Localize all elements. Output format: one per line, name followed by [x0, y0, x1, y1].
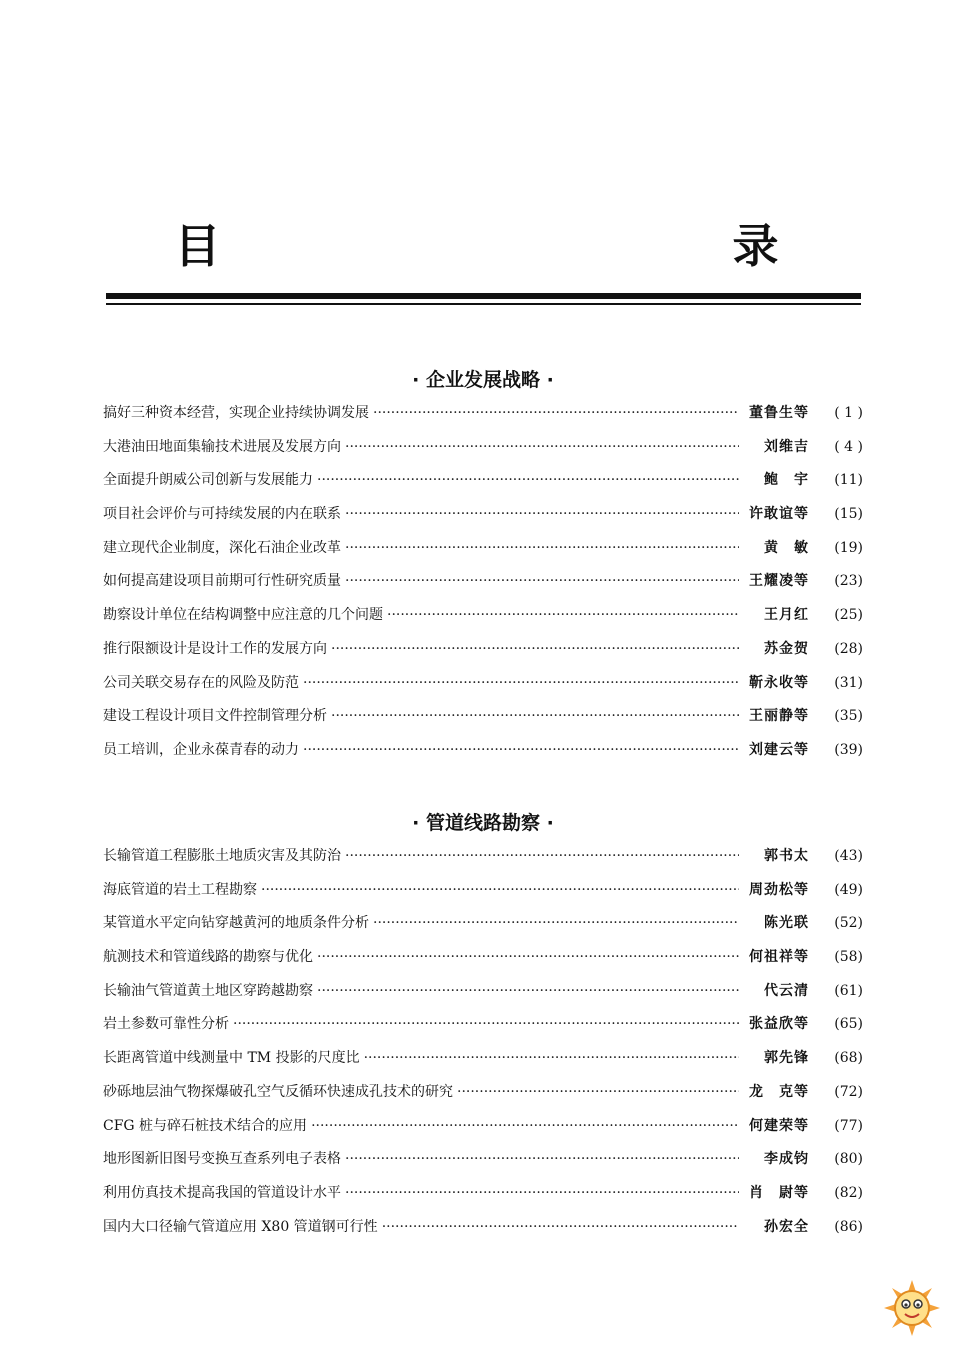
leader-dots: [331, 700, 739, 734]
entry-author: 刘建云等: [749, 741, 809, 758]
toc-entry: [103, 633, 863, 667]
toc-list: [103, 397, 863, 768]
entry-author: 何祖祥等: [749, 949, 809, 966]
entry-author: 王丽静等: [749, 708, 809, 725]
entry-title: 长输管道工程膨胀土地质灾害及其防治: [103, 848, 341, 864]
entry-author: 何建荣等: [749, 1117, 809, 1134]
title-rule-thick: [106, 293, 861, 299]
leader-dots: [345, 532, 739, 566]
entry-title: 岩土参数可靠性分析: [103, 1016, 229, 1033]
entry-page: (80): [834, 1151, 863, 1168]
entry-page: (68): [834, 1050, 863, 1067]
toc-entry: [103, 1143, 863, 1177]
entry-page: ( 1 ): [834, 405, 863, 421]
entry-title: 海底管道的岩土工程勘察: [103, 881, 257, 898]
entry-page: (82): [834, 1184, 863, 1201]
entry-author: 鲍 宇: [764, 472, 809, 489]
entry-author: 靳永收等: [749, 674, 809, 691]
entry-page: (52): [834, 915, 863, 932]
toc-entry: [103, 700, 863, 734]
entry-author: 龙 克等: [749, 1083, 809, 1100]
leader-dots: [345, 498, 739, 532]
leader-dots: [261, 874, 739, 908]
toc-entry: [103, 975, 863, 1009]
leader-dots: [331, 633, 739, 667]
entry-title: 建立现代企业制度，深化石油企业改革: [103, 539, 341, 556]
entry-page: (39): [834, 741, 863, 758]
entry-title: 员工培训，企业永葆青春的动力: [103, 741, 299, 758]
entry-title: 公司关联交易存在的风险及防范: [103, 674, 299, 691]
entry-author: 张益欣等: [749, 1016, 809, 1033]
entry-title: 某管道水平定向钻穿越黄河的地质条件分析: [103, 915, 369, 932]
leader-dots: [345, 565, 739, 599]
toc-entry: [103, 1008, 863, 1042]
title-rule-thin: [106, 303, 861, 305]
entry-page: (28): [834, 640, 863, 657]
toc-entry: [103, 874, 863, 908]
entry-page: (23): [834, 573, 863, 590]
leader-dots: [345, 1143, 739, 1177]
leader-dots: [311, 1110, 739, 1144]
entry-page: (77): [834, 1117, 863, 1134]
entry-page: (19): [834, 539, 863, 556]
toc-entry: [103, 907, 863, 941]
entry-title: 推行限额设计是设计工作的发展方向: [103, 640, 327, 657]
entry-title: 国内大口径输气管道应用 X80 管道钢可行性: [103, 1218, 378, 1235]
toc-entry: [103, 498, 863, 532]
entry-author: 董鲁生等: [749, 405, 809, 421]
toc-entry: [103, 464, 863, 498]
leader-dots: [387, 599, 739, 633]
toc-list: [103, 840, 863, 1244]
entry-title: 如何提高建设项目前期可行性研究质量: [103, 573, 341, 590]
toc-entry: [103, 532, 863, 566]
section-heading: · 管道线路勘察 ·: [412, 812, 554, 834]
leader-dots: [373, 907, 739, 941]
entry-page: (25): [834, 607, 863, 624]
entry-title: 地形图新旧图号变换互查系列电子表格: [103, 1151, 341, 1168]
entry-page: (61): [834, 982, 863, 999]
leader-dots: [345, 1177, 739, 1211]
entry-title: 项目社会评价与可持续发展的内在联系: [103, 506, 341, 523]
entry-title: 勘察设计单位在结构调整中应注意的几个问题: [103, 607, 383, 624]
toc-entry: [103, 1177, 863, 1211]
entry-page: (15): [834, 506, 863, 523]
leader-dots: [364, 1042, 739, 1076]
leader-dots: [382, 1211, 739, 1245]
toc-entry: [103, 1042, 863, 1076]
toc-entry: [103, 1211, 863, 1245]
entry-author: 郭书太: [764, 848, 809, 864]
entry-author: 肖 尉等: [749, 1184, 809, 1201]
toc-entry: [103, 1076, 863, 1110]
entry-page: (31): [834, 674, 863, 691]
entry-author: 苏金贺: [764, 640, 809, 657]
toc-entry: [103, 734, 863, 768]
toc-entry: [103, 431, 863, 465]
entry-page: (49): [834, 881, 863, 898]
entry-page: (86): [834, 1218, 863, 1235]
entry-title: CFG 桩与碎石桩技术结合的应用: [103, 1117, 308, 1134]
toc-entry: [103, 397, 863, 431]
entry-title: 大港油田地面集输技术进展及发展方向: [103, 438, 341, 455]
entry-author: 许敢谊等: [749, 506, 809, 523]
entry-page: (11): [834, 472, 863, 489]
leader-dots: [373, 397, 739, 431]
entry-author: 陈光联: [764, 915, 809, 932]
entry-title: 利用仿真技术提高我国的管道设计水平: [103, 1184, 341, 1201]
entry-author: 刘维吉: [764, 438, 809, 455]
entry-title: 长输油气管道黄土地区穿跨越勘察: [103, 982, 313, 999]
entry-title: 全面提升朗威公司创新与发展能力: [103, 472, 313, 489]
entry-author: 周劲松等: [749, 881, 809, 898]
leader-dots: [345, 840, 739, 874]
entry-author: 王耀凌等: [749, 573, 809, 590]
entry-page: (35): [834, 708, 863, 725]
entry-author: 黄 敏: [764, 539, 809, 556]
toc-entry: [103, 1110, 863, 1144]
entry-author: 代云清: [764, 982, 809, 999]
leader-dots: [317, 975, 739, 1009]
toc-entry: [103, 667, 863, 701]
entry-page: (65): [834, 1016, 863, 1033]
leader-dots: [233, 1008, 739, 1042]
leader-dots: [317, 464, 739, 498]
entry-author: 王月红: [764, 607, 809, 624]
section-heading: · 企业发展战略 ·: [412, 369, 554, 391]
toc-entry: [103, 840, 863, 874]
entry-page: (72): [834, 1083, 863, 1100]
leader-dots: [317, 941, 739, 975]
leader-dots: [345, 431, 739, 465]
page-title: 目 录: [174, 219, 919, 273]
entry-title: 航测技术和管道线路的勘察与优化: [103, 949, 313, 966]
leader-dots: [303, 734, 739, 768]
section-pipeline-survey: [103, 808, 863, 1244]
leader-dots: [303, 667, 739, 701]
entry-author: 李成钧: [764, 1151, 809, 1168]
entry-author: 郭先锋: [764, 1050, 809, 1067]
section-enterprise-strategy: [103, 365, 863, 768]
toc-entry: [103, 599, 863, 633]
entry-page: (43): [834, 848, 863, 864]
entry-title: 长距离管道中线测量中 TM 投影的尺度比: [103, 1050, 360, 1067]
toc-entry: [103, 941, 863, 975]
entry-author: 孙宏全: [764, 1218, 809, 1235]
entry-title: 建设工程设计项目文件控制管理分析: [103, 708, 327, 725]
toc-entry: [103, 565, 863, 599]
sun-face-icon: [882, 1278, 942, 1338]
entry-title: 砂砾地层油气物探爆破孔空气反循环快速成孔技术的研究: [103, 1083, 453, 1100]
entry-page: (58): [834, 949, 863, 966]
entry-page: ( 4 ): [834, 438, 863, 455]
entry-title: 搞好三种资本经营，实现企业持续协调发展: [103, 405, 369, 421]
leader-dots: [457, 1076, 739, 1110]
